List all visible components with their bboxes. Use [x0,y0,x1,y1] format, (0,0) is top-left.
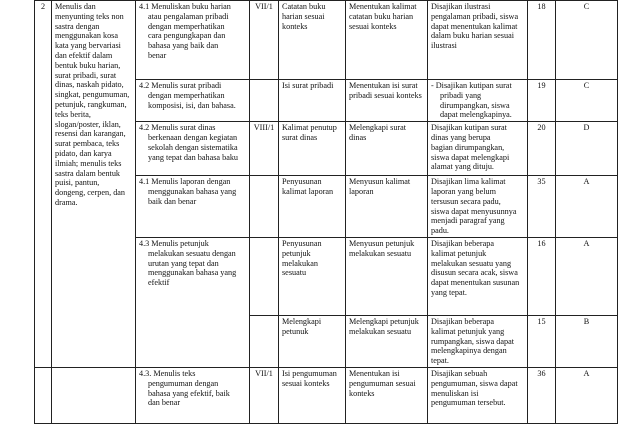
competency-line: baik dan benar [148,196,197,206]
competency-line: bahasa yang baik dan [148,41,219,51]
standard-line: puisi, pantun, [55,178,100,188]
basic-competency-cell [136,1,250,80]
indicator-line: Kalimat penutup [282,123,337,133]
standard-competency-cell [52,1,136,368]
item-line: dapat menentukan kalimat [431,21,518,31]
row-number: 2 [40,2,46,11]
competency-line: menggunakan bahasa yang [148,268,237,278]
competency-title: 4.1 Menuliskan buku harian [139,2,231,11]
class-semester-cell [250,80,279,122]
objective-line: Menentukan isi surat [349,81,418,90]
competency-title: 4.1 Menulis laporan dengan [139,177,231,187]
objective-line: catatan buku harian [349,11,414,21]
answer-key: B [583,316,590,326]
material-indicator-cell [279,80,346,122]
question-number-cell [528,237,556,315]
item-description-cell [428,315,528,367]
answer-key: A [583,368,590,378]
class-semester: VII/1 [255,368,273,378]
indicator-line: petunjuk [282,248,311,258]
competency-line: benar [148,50,167,60]
class-semester-cell [250,1,279,80]
item-line: dapat melengkapinya. [440,110,512,120]
objective-line: Menentukan kalimat [349,2,417,11]
standard-line: kata yang bervariasi [55,41,121,51]
item-line: pengalaman pribadi, siswa [431,11,519,21]
question-number-cell [528,315,556,367]
item-line: yang tepat. [431,287,467,297]
item-description-cell [428,122,528,176]
question-number: 15 [537,316,546,326]
standard-line: petunjuk, rangkuman, [55,99,127,109]
competency-line: dan benar [148,398,181,408]
item-line: menjadi paragraf yang [431,216,505,226]
item-line: laporan yang belum [431,186,497,196]
competency-line: komposisi, isi, dan bahasa. [148,100,236,110]
competency-line: berkenaan dengan kegiatan [148,132,238,142]
standard-line: slogan/poster, iklan, [55,119,121,129]
indicator-line: Penyusunan [282,177,322,187]
answer-key-cell [556,176,618,238]
answer-key-cell [556,122,618,176]
competency-line: cara pengungkapan dan [148,31,226,41]
question-indicator-cell [346,315,428,367]
answer-key: D [583,123,590,133]
item-line: pengumuman tersebut. [431,398,506,408]
indicator-line: kalimat laporan [282,186,334,196]
answer-key-cell [556,315,618,367]
item-description-cell [428,367,528,423]
item-line: dapat menentukan susunan [431,278,520,288]
material-indicator-cell [279,1,346,80]
class-semester: VII/1 [255,2,273,11]
competency-title: 4.3. Menulis teks [139,368,196,378]
competency-title: 4.2 Menulis surat dinas [139,123,216,133]
objective-line: pengumuman sesuai [349,378,416,388]
question-number: 18 [537,2,546,11]
document-page [34,0,617,406]
item-line: - Disajikan kutipan surat [431,81,512,90]
grid-body [35,1,618,424]
item-line: Disajikan kutipan surat [431,123,507,133]
standard-line: surat pribadi, surat [55,70,117,80]
item-line: siswa dapat menyusunnya [431,206,517,216]
question-number-cell [528,1,556,80]
class-semester-cell [250,176,279,238]
empty-standard-cell [52,367,136,423]
competency-line: efektif [148,278,170,288]
material-indicator-cell [279,237,346,315]
item-line: menuliskan isi [431,388,479,398]
indicator-line: konteks [282,21,308,31]
competency-line: pengumuman dengan [148,378,219,388]
material-indicator-cell [279,315,346,367]
standard-line: singkat, pengumuman, [55,90,130,100]
item-line: disusun secara acak, siswa [431,268,518,278]
indicator-line: petunuk [282,326,309,336]
basic-competency-cell [136,237,250,367]
class-semester-cell [250,122,279,176]
item-line: dinas yang berupa [431,132,491,142]
indicator-line: sesuai konteks [282,378,330,388]
item-line: padu. [431,226,449,236]
objective-line: pribadi sesuai konteks [349,90,422,100]
item-description-cell [428,80,528,122]
competency-line: atau pengalaman pribadi [148,11,229,21]
answer-key: C [583,2,590,11]
indicator-line: melakukan [282,258,318,268]
item-line: siswa dapat melengkapi [431,152,510,162]
competency-line: urutan yang tepat dan [148,258,219,268]
standard-line: Menulis dan [55,2,96,11]
item-line: dalam buku harian sesuai [431,31,514,41]
question-indicator-cell [346,367,428,423]
question-indicator-cell [346,1,428,80]
item-description-cell [428,176,528,238]
basic-competency-cell [136,367,250,423]
item-line: Disajikan beberapa [431,238,494,248]
material-indicator-cell [279,367,346,423]
answer-key: A [583,238,590,248]
competency-title: 4.3 Menulis petunjuk [139,238,209,248]
item-line: Disajikan ilustrasi [431,2,491,11]
indicator-line: Penyusunan [282,238,322,248]
material-indicator-cell [279,122,346,176]
answer-key-cell [556,237,618,315]
item-line: pengumuman, siswa dapat [431,378,518,388]
indicator-line: Isi pengumuman [282,368,337,378]
standard-line: sastra dalam bentuk [55,168,121,178]
item-description-cell [428,237,528,315]
question-number: 16 [537,238,546,248]
basic-competency-cell [136,122,250,176]
question-number-cell [528,367,556,423]
competency-line: melakukan sesuatu dengan [148,248,236,258]
item-description-cell [428,1,528,80]
answer-key-cell [556,367,618,423]
indicator-line: surat dinas [282,132,318,142]
class-semester-cell [250,315,279,367]
question-number: 20 [537,123,546,133]
material-indicator-cell [279,176,346,238]
item-line: Disajikan sebuah [431,368,488,378]
answer-key-cell [556,1,618,80]
answer-key-cell [556,80,618,122]
question-number: 35 [537,177,546,187]
class-semester: VIII/1 [253,123,275,133]
standard-line: sastra dengan [55,21,100,31]
objective-line: melakukan sesuatu [349,248,412,258]
objective-line: konteks [349,388,375,398]
class-semester-cell [250,237,279,315]
answer-key: A [583,177,590,187]
standard-line: dongeng, cerpen, dan [55,188,126,198]
competency-line: menggunakan bahasa yang [148,186,237,196]
item-line: Disajikan lima kalimat [431,177,506,187]
row-number-cell [35,1,52,368]
class-semester-cell [250,367,279,423]
item-line: bagian dirumpangkan, [431,142,505,152]
standard-line: drama. [55,197,78,207]
empty-number-cell [35,367,52,423]
standard-line: dinas, naskah pidato, [55,80,124,90]
item-line: alamat yang dituju. [431,162,494,172]
item-line: dirumpangkan, siswa [440,100,510,110]
competency-title: 4.2 Menulis surat pribadi [139,81,222,90]
objective-line: Melengkapi surat [349,123,407,133]
objective-line: laporan [349,186,374,196]
standard-line: menyunting teks non [55,11,124,21]
item-line: pribadi yang [440,90,482,100]
item-line: kalimat petunjuk [431,248,487,258]
indicator-line: Melengkapi [282,316,322,326]
objective-line: Menyusun petunjuk [349,238,415,248]
objective-line: melakukan sesuatu [349,326,412,336]
standard-line: dan efektif dalam [55,50,113,60]
table-row [35,1,618,80]
question-number: 19 [537,81,546,90]
objective-line: Melengkapi petunjuk [349,316,419,326]
item-line: tepat. [431,356,449,366]
standard-line: bentuk buku harian, [55,60,121,70]
basic-competency-cell [136,80,250,122]
standard-line: ilmiah; menulis teks [55,158,122,168]
item-line: rumpangkan, siswa dapat [431,336,514,346]
question-indicator-cell [346,80,428,122]
competency-line: dengan memperhatikan [148,90,225,100]
item-line: ilustrasi [431,41,457,51]
basic-competency-cell [136,176,250,238]
question-indicator-cell [346,122,428,176]
standard-line: surat pembaca, teks [55,139,120,149]
item-line: kalimat petunjuk yang [431,326,505,336]
competency-line: bahasa yang efektif, baik [148,388,230,398]
question-number-cell [528,176,556,238]
competency-line: sekolah dengan sistematika [148,142,238,152]
objective-line: sesuai konteks [349,21,397,31]
item-line: Disajikan beberapa [431,316,494,326]
answer-key: C [583,81,590,90]
question-number: 36 [537,368,546,378]
table-row [35,367,618,423]
question-number-cell [528,80,556,122]
item-line: tersusun secara padu, [431,196,501,206]
item-line: melengkapinya dengan [431,346,507,356]
indicator-line: harian sesuai [282,11,325,21]
standard-line: teks berita, [55,109,91,119]
objective-line: Menentukan isi [349,368,400,378]
question-grid-table [34,0,618,424]
competency-line: dengan memperhatikan [148,21,225,31]
standard-line: resensi dan karangan, [55,129,126,139]
question-indicator-cell [346,237,428,315]
indicator-line: Isi surat pribadi [282,81,334,90]
question-indicator-cell [346,176,428,238]
standard-line: menggunakan kosa [55,31,118,41]
standard-line: pidato, dan karya [55,148,112,158]
competency-line: yang tepat dan bahasa baku [148,152,239,162]
indicator-line: Catatan buku [282,2,326,11]
objective-line: Menyusun kalimat [349,177,411,187]
objective-line: dinas [349,132,367,142]
item-line: melakukan sesuatu yang [431,258,512,268]
question-number-cell [528,122,556,176]
indicator-line: sesuatu [282,268,307,278]
